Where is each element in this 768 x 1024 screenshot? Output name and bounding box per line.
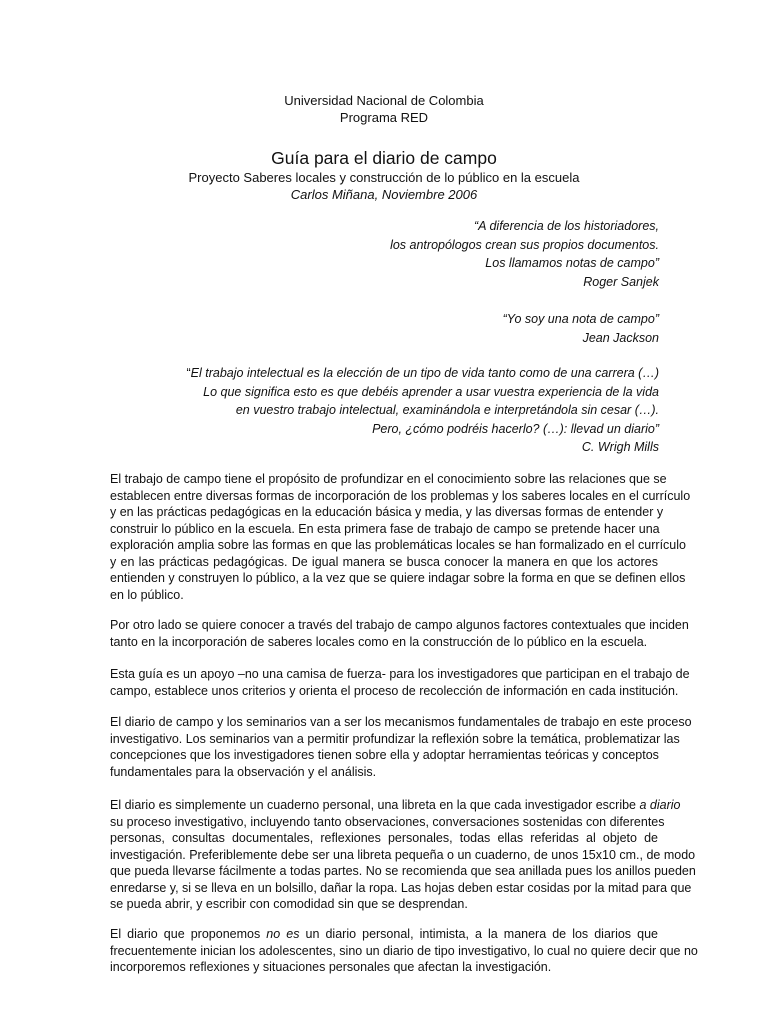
text-line: en lo público. — [110, 587, 184, 602]
text-line: concepciones que los investigadores tienen sobre ella y adoptar herramientas teóricas y conceptos — [110, 748, 659, 762]
text-line: campo, establece unos criterios y orienta el proceso de recolección de información en cada institución. — [110, 683, 679, 698]
quote-line: “A diferencia de los historiadores, — [473, 219, 659, 233]
quote-line: en vuestro trabajo intelectual, examinándola e interpretándola sin cesar (…). — [235, 403, 659, 417]
paragraph-4 — [110, 714, 692, 780]
text-line: y en las prácticas pedagógicas en la educación básica y media, y las diversas formas de entender y — [110, 505, 664, 519]
text-line: entienden y construyen lo público, a la vez que se quiere indagar sobre la forma en que se definen ellos — [110, 571, 686, 585]
quote-line: Lo que significa esto es que debéis aprender a usar vuestra experiencia de la vida — [203, 384, 659, 399]
quote-attribution: Roger Sanjek — [583, 274, 659, 289]
text-line: tanto en la incorporación de saberes locales como en la construcción de lo público en la escuela. — [110, 634, 648, 649]
quote-line: “El trabajo intelectual es la elección de un tipo de vida tanto como de una carrera (…) — [186, 366, 659, 380]
open-quote-mark: “ — [186, 366, 191, 380]
text-line: frecuentemente inician los adolescentes, sino un diario de tipo investigativo, lo cual no quiere decir que no — [110, 943, 698, 958]
emphasis: no es — [266, 927, 300, 941]
paragraph-5 — [110, 797, 696, 913]
text-line: fundamentales para la observación y el análisis. — [110, 764, 377, 779]
text-line: Por otro lado se quiere conocer a través del trabajo de campo algunos factores contextuales que inciden — [110, 618, 689, 632]
quote-line: Los llamamos notas de campo” — [485, 256, 659, 270]
text-line: se pueda abrir, y escribir con comodidad sin que se desprendan. — [110, 897, 468, 911]
text-line: establecen entre diversas formas de incorporación de los problemas y los saberes locales en el currículo — [110, 488, 691, 503]
text-line: El diario que proponemos no es un diario personal, intimista, a la manera de los diarios que — [110, 927, 658, 941]
paragraph-2 — [110, 617, 689, 650]
text-line: enredarse y, si se lleva en un bolsillo, dañar la ropa. Las hojas deben estar cosidas por la mitad para que — [110, 880, 692, 895]
epigraph-quote-2 — [503, 310, 659, 347]
quote-line: “Yo soy una nota de campo” — [502, 312, 659, 326]
text-line: investigación. Preferiblemente debe ser una libreta pequeña o un cuaderno, de unos 15x10 cm., de modo — [110, 847, 696, 862]
text-line: Esta guía es un apoyo –no una camisa de fuerza- para los investigadores que participan en el trabajo de — [110, 667, 690, 681]
text-line: su proceso investigativo, incluyendo tanto observaciones, conversaciones sostenidas con diferentes — [110, 814, 665, 829]
quote-line: los antropólogos crean sus propios documentos. — [390, 237, 659, 252]
paragraph-6 — [110, 926, 698, 976]
document-subtitle: Proyecto Saberes locales y construcción de lo público en la escuela — [188, 170, 580, 185]
text-line: exploración amplia sobre las formas en que las problemáticas locales se han formalizado en el currículo — [110, 538, 686, 552]
document-title: Guía para el diario de campo — [271, 148, 497, 168]
quote-attribution: Jean Jackson — [582, 330, 659, 345]
quote-line: Pero, ¿cómo podréis hacerlo? (…): llevad un diario” — [372, 421, 659, 436]
author-date: Carlos Miñana, Noviembre 2006 — [290, 187, 478, 202]
paragraph-3 — [110, 666, 690, 699]
text-line: El trabajo de campo tiene el propósito de profundizar en el conocimiento sobre las relaciones que se — [110, 472, 667, 486]
text-line: El diario es simplemente un cuaderno personal, una libreta en la que cada investigador escribe a diario — [110, 798, 681, 812]
text-line: El diario de campo y los seminarios van a ser los mecanismos fundamentales de trabajo en este proceso — [110, 715, 692, 729]
emphasis: a diario — [639, 798, 681, 812]
text-line: personas, consultas documentales, reflexiones personales, todas ellas referidas al objeto de — [110, 831, 658, 845]
quote-attribution: C. Wrigh Mills — [581, 440, 659, 454]
text-line: investigativo. Los seminarios van a permitir profundizar la reflexión sobre la temática, problematizar las — [110, 731, 680, 746]
text-line: que pueda llevarse fácilmente a todas partes. No se recomienda que sea anillada pues los anillos pueden — [110, 864, 696, 878]
text-line: y en las prácticas pedagógicas. De igual manera se busca conocer la manera en que los actores — [110, 554, 658, 569]
epigraph-quote-3 — [187, 364, 660, 457]
program-name: Programa RED — [339, 110, 429, 125]
university-name: Universidad Nacional de Colombia — [284, 93, 484, 108]
paragraph-1 — [110, 471, 691, 603]
epigraph-quote-1 — [390, 217, 659, 291]
text-line: incorporemos reflexiones y situaciones personales que afectan la investigación. — [110, 960, 552, 974]
text-line: construir lo público en la escuela. En esta primera fase de trabajo de campo se pretende hacer una — [110, 521, 660, 536]
